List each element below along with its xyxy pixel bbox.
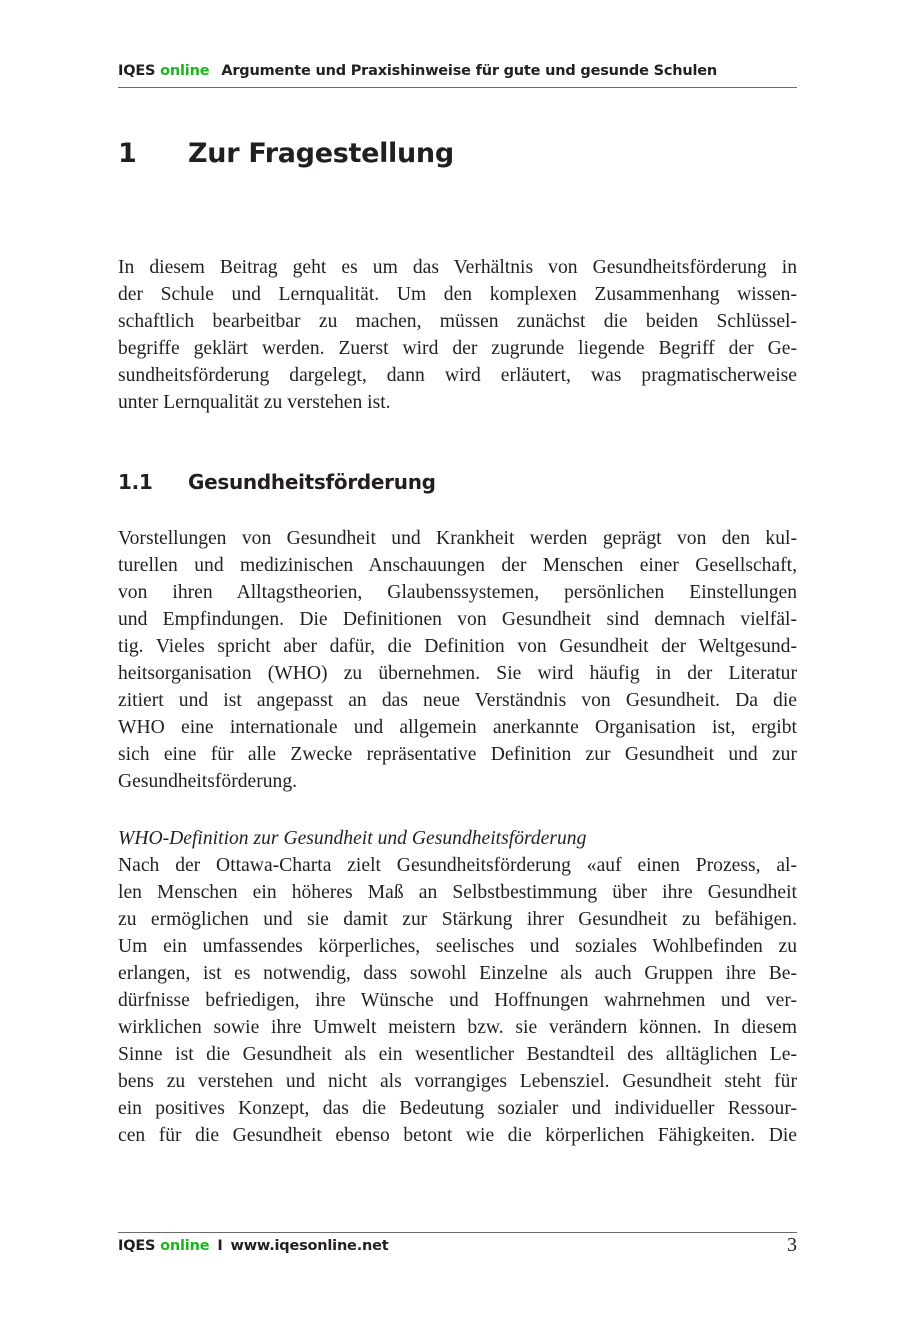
text-line: Gesundheitsförderung. [118,771,298,792]
text-line: und Empfindungen. Die Definitionen von Gesundheit sind demnach vielfäl- [118,609,797,630]
header-brand [118,63,209,79]
header-title: Argumente und Praxishinweise für gute und gesunde Schulen [221,63,717,79]
text-line: Sinne ist die Gesundheit als ein wesentlicher Bestandteil des alltäglichen Le- [118,1044,797,1065]
text-line: unter Lernqualität zu verstehen ist. [118,392,391,413]
text-line: dürfnisse befriedigen, ihre Wünsche und Hoffnungen wahrnehmen und ver- [118,990,797,1011]
text-line: cen für die Gesundheit ebenso betont wie die körperlichen Fähigkeiten. Die [118,1125,797,1146]
text-line: sundheitsförderung dargelegt, dann wird erläutert, was pragmatischerweise [118,365,797,386]
footer-brand [118,1238,389,1254]
text-line: tig. Vieles spricht aber dafür, die Definition von Gesundheit der Weltgesund- [118,636,797,657]
chapter-title: Zur Fragestellung [188,138,454,169]
running-footer [118,1232,797,1261]
text-line: In diesem Beitrag geht es um das Verhältnis von Gesundheitsförderung in [118,257,797,278]
text-line: Vorstellungen von Gesundheit und Krankheit werden geprägt von den kul- [118,528,797,549]
section-title: Gesundheitsförderung [188,470,436,494]
chapter-heading [118,138,454,169]
text-line: Nach der Ottawa-Charta zielt Gesundheitsförderung «auf einen Prozess, al- [118,855,797,876]
brand-online: online [160,1238,210,1254]
text-line: zu ermöglichen und sie damit zur Stärkung ihrer Gesundheit zu befähigen. [118,909,797,930]
footer-separator: I [217,1238,223,1254]
text-line: wirklichen sowie ihre Umwelt meistern bzw. sie verändern können. In diesem [118,1017,797,1038]
brand-online: online [160,63,210,79]
text-line: WHO eine internationale und allgemein anerkannte Organisation ist, ergibt [118,717,797,738]
running-header [118,63,797,88]
text-line: heitsorganisation (WHO) zu übernehmen. Sie wird häufig in der Literatur [118,663,797,684]
text-line: len Menschen ein höheres Maß an Selbstbestimmung über ihre Gesundheit [118,882,797,903]
text-line: schaftlich bearbeitbar zu machen, müssen zunächst die beiden Schlüssel- [118,311,797,332]
page-number: 3 [787,1234,797,1256]
text-line: der Schule und Lernqualität. Um den komplexen Zusammenhang wissen- [118,284,797,305]
text-line: bens zu verstehen und nicht als vorrangiges Lebensziel. Gesundheit steht für [118,1071,797,1092]
text-line: sich eine für alle Zwecke repräsentative Definition zur Gesundheit und zur [118,744,797,765]
text-line: turellen und medizinischen Anschauungen der Menschen einer Gesellschaft, [118,555,797,576]
brand-iqes: IQES [118,1238,156,1254]
text-line: erlangen, ist es notwendig, dass sowohl Einzelne als auch Gruppen ihre Be- [118,963,797,984]
footer-url[interactable]: www.iqesonline.net [230,1238,389,1254]
chapter-number: 1 [118,138,137,169]
text-line: zitiert und ist angepasst an das neue Verständnis von Gesundheit. Da die [118,690,797,711]
section-number: 1.1 [118,470,153,494]
who-subheading: WHO-Definition zur Gesundheit und Gesundheitsförderung [118,828,587,849]
intro-paragraph [118,254,797,416]
text-line: begriffe geklärt werden. Zuerst wird der zugrunde liegende Begriff der Ge- [118,338,797,359]
text-line: ein positives Konzept, das die Bedeutung sozialer und individueller Ressour- [118,1098,797,1119]
who-definition-block [118,825,797,1149]
section-heading [118,470,436,494]
text-line: von ihren Alltagstheorien, Glaubenssystemen, persönlichen Einstellungen [118,582,797,603]
brand-iqes: IQES [118,63,156,79]
section-paragraph [118,525,797,795]
text-line: Um ein umfassendes körperliches, seelisches und soziales Wohlbefinden zu [118,936,797,957]
